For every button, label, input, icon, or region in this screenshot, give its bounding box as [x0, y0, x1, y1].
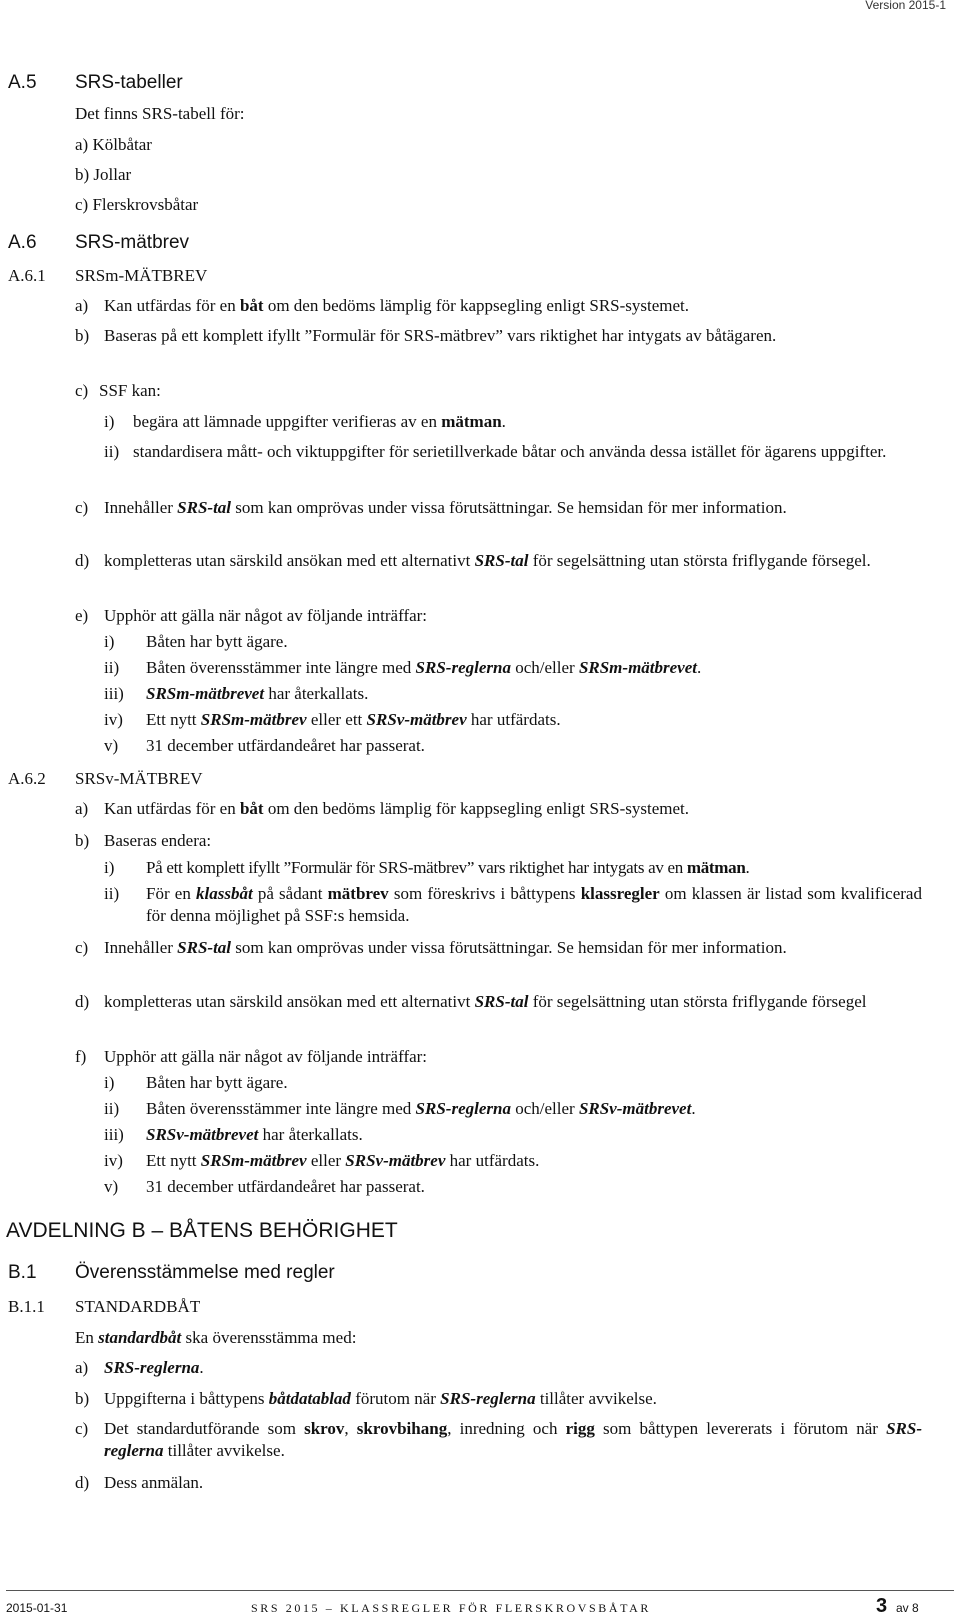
footer-page-number: 3	[876, 1595, 888, 1617]
a62-f-v-label: v)	[104, 1177, 119, 1196]
a61-e-iii-label: iii)	[104, 684, 124, 703]
version-label: Version 2015-1	[865, 0, 946, 12]
a61-c1-ii-label: ii)	[104, 442, 120, 461]
a61-e-v-label: v)	[104, 736, 119, 755]
a61-e-i-label: i)	[104, 632, 115, 651]
a61-e-ii-label: ii)	[104, 658, 120, 677]
b11-item-d: Dess anmälan.	[104, 1473, 204, 1492]
a62-item-b: Baseras endera:	[104, 831, 212, 850]
a61-item-d: kompletteras utan särskild ansökan med ett alternativt SRS-tal för segelsättning utan största friflygande försegel.	[104, 551, 871, 570]
a61-item-e: Upphör att gälla när något av följande inträffar:	[104, 606, 428, 625]
a5-item: b) Jollar	[75, 165, 132, 184]
a61-item-e-label: e)	[75, 606, 89, 625]
footer-title: SRS 2015 – KLASSREGLER FÖR FLERSKROVSBÅTAR	[251, 1601, 651, 1615]
a62-b-ii: För en klassbåt på sådant mätbrev som föreskrivs i båttypens klassregler om klassen är listad som kvalificerad för denna möjlighet på SSF:s hemsida.	[146, 884, 922, 925]
a5-item: a) Kölbåtar	[75, 135, 152, 154]
b11-intro: En standardbåt ska överensstämma med:	[75, 1328, 357, 1347]
a61-item-b-label: b)	[75, 326, 90, 345]
a62-item-d-label: d)	[75, 992, 90, 1011]
section-number-a62: A.6.2	[8, 769, 46, 788]
section-number-a61: A.6.1	[8, 266, 46, 285]
a62-f-iii-label: iii)	[104, 1125, 124, 1144]
a61-item-c1-label: c)	[75, 381, 89, 400]
a61-item-b: Baseras på ett komplett ifyllt ”Formulär för SRS-mätbrev” vars riktighet har intygats av båtägaren.	[104, 326, 777, 345]
b11-item-a-label: a)	[75, 1358, 89, 1377]
a61-c1-ii: standardisera mått- och viktuppgifter för serietillverkade båtar och använda dessa istället för ägarens uppgifter.	[133, 442, 887, 461]
a61-item-a: Kan utfärdas för en båt om den bedöms lämplig för kappsegling enligt SRS-systemet.	[104, 296, 690, 315]
a62-item-c-label: c)	[75, 938, 89, 957]
a5-item: c) Flerskrovsbåtar	[75, 195, 199, 214]
section-title-a5: SRS-tabeller	[75, 72, 183, 93]
a61-e-iii: SRSm-mätbrevet har återkallats.	[146, 684, 369, 703]
b11-item-b: Uppgifterna i båttypens båtdatablad förutom när SRS-reglerna tillåter avvikelse.	[104, 1389, 657, 1408]
a61-item-c2: Innehåller SRS-tal som kan omprövas under vissa förutsättningar. Se hemsidan för mer information.	[104, 498, 787, 517]
section-number-a5: A.5	[8, 72, 37, 93]
a61-item-c2-label: c)	[75, 498, 89, 517]
a62-item-d: kompletteras utan särskild ansökan med ett alternativt SRS-tal för segelsättning utan största friflygande försegel	[104, 992, 867, 1011]
a61-e-ii: Båten överensstämmer inte längre med SRS-reglerna och/eller SRSm-mätbrevet.	[146, 658, 702, 677]
a62-item-c: Innehåller SRS-tal som kan omprövas under vissa förutsättningar. Se hemsidan för mer information.	[104, 938, 787, 957]
section-title-a62: SRSv-MÄTBREV	[75, 769, 203, 788]
section-number-b11: B.1.1	[8, 1297, 45, 1316]
division-heading: AVDELNING B – BÅTENS BEHÖRIGHET	[6, 1219, 398, 1242]
a62-b-i-label: i)	[104, 858, 115, 877]
a61-e-iv-label: iv)	[104, 710, 123, 729]
b11-item-c-label: c)	[75, 1419, 89, 1438]
a61-c1-i: begära att lämnade uppgifter verifieras av en mätman.	[133, 412, 506, 431]
section-title-b1: Överensstämmelse med regler	[75, 1262, 335, 1283]
footer-date: 2015-01-31	[6, 1601, 68, 1615]
a62-f-v: 31 december utfärdandeåret har passerat.	[146, 1177, 425, 1196]
a62-f-ii: Båten överensstämmer inte längre med SRS-reglerna och/eller SRSv-mätbrevet.	[146, 1099, 696, 1118]
footer-page-total: av 8	[896, 1601, 919, 1615]
a62-b-i: På ett komplett ifyllt ”Formulär för SRS-mätbrev” vars riktighet har intygats av en mätman.	[146, 858, 750, 877]
b11-item-c: Det standardutförande som skrov, skrovbihang, inredning och rigg som båttypen levererats i förutom när SRS-reglerna tillåter avvikelse.	[104, 1419, 923, 1460]
b11-item-d-label: d)	[75, 1473, 90, 1492]
section-number-b1: B.1	[8, 1262, 37, 1283]
a62-f-iv-label: iv)	[104, 1151, 123, 1170]
a62-item-f: Upphör att gälla när något av följande inträffar:	[104, 1047, 428, 1066]
a62-f-i: Båten har bytt ägare.	[146, 1073, 288, 1092]
a61-item-c1: SSF kan:	[99, 381, 161, 400]
a61-e-iv: Ett nytt SRSm-mätbrev eller ett SRSv-mätbrev har utfärdats.	[146, 710, 561, 729]
b11-item-b-label: b)	[75, 1389, 90, 1408]
a62-item-a-label: a)	[75, 799, 89, 818]
a61-c1-i-label: i)	[104, 412, 115, 431]
section-title-a61: SRSm-MÄTBREV	[75, 266, 208, 285]
a62-item-b-label: b)	[75, 831, 90, 850]
a62-f-ii-label: ii)	[104, 1099, 120, 1118]
a61-e-v: 31 december utfärdandeåret har passerat.	[146, 736, 425, 755]
a62-f-i-label: i)	[104, 1073, 115, 1092]
section-number-a6: A.6	[8, 232, 37, 253]
footer-divider	[6, 1590, 954, 1591]
section-title-b11: STANDARDBÅT	[75, 1297, 201, 1316]
a62-item-f-label: f)	[75, 1047, 87, 1066]
a61-item-d-label: d)	[75, 551, 90, 570]
a5-intro: Det finns SRS-tabell för:	[75, 104, 245, 123]
section-title-a6: SRS-mätbrev	[75, 232, 190, 253]
a62-f-iv: Ett nytt SRSm-mätbrev eller SRSv-mätbrev har utfärdats.	[146, 1151, 540, 1170]
a62-b-ii-label: ii)	[104, 884, 120, 903]
b11-item-a: SRS-reglerna.	[104, 1358, 204, 1377]
a61-item-a-label: a)	[75, 296, 89, 315]
a62-f-iii: SRSv-mätbrevet har återkallats.	[146, 1125, 363, 1144]
a62-item-a: Kan utfärdas för en båt om den bedöms lämplig för kappsegling enligt SRS-systemet.	[104, 799, 690, 818]
a61-e-i: Båten har bytt ägare.	[146, 632, 288, 651]
